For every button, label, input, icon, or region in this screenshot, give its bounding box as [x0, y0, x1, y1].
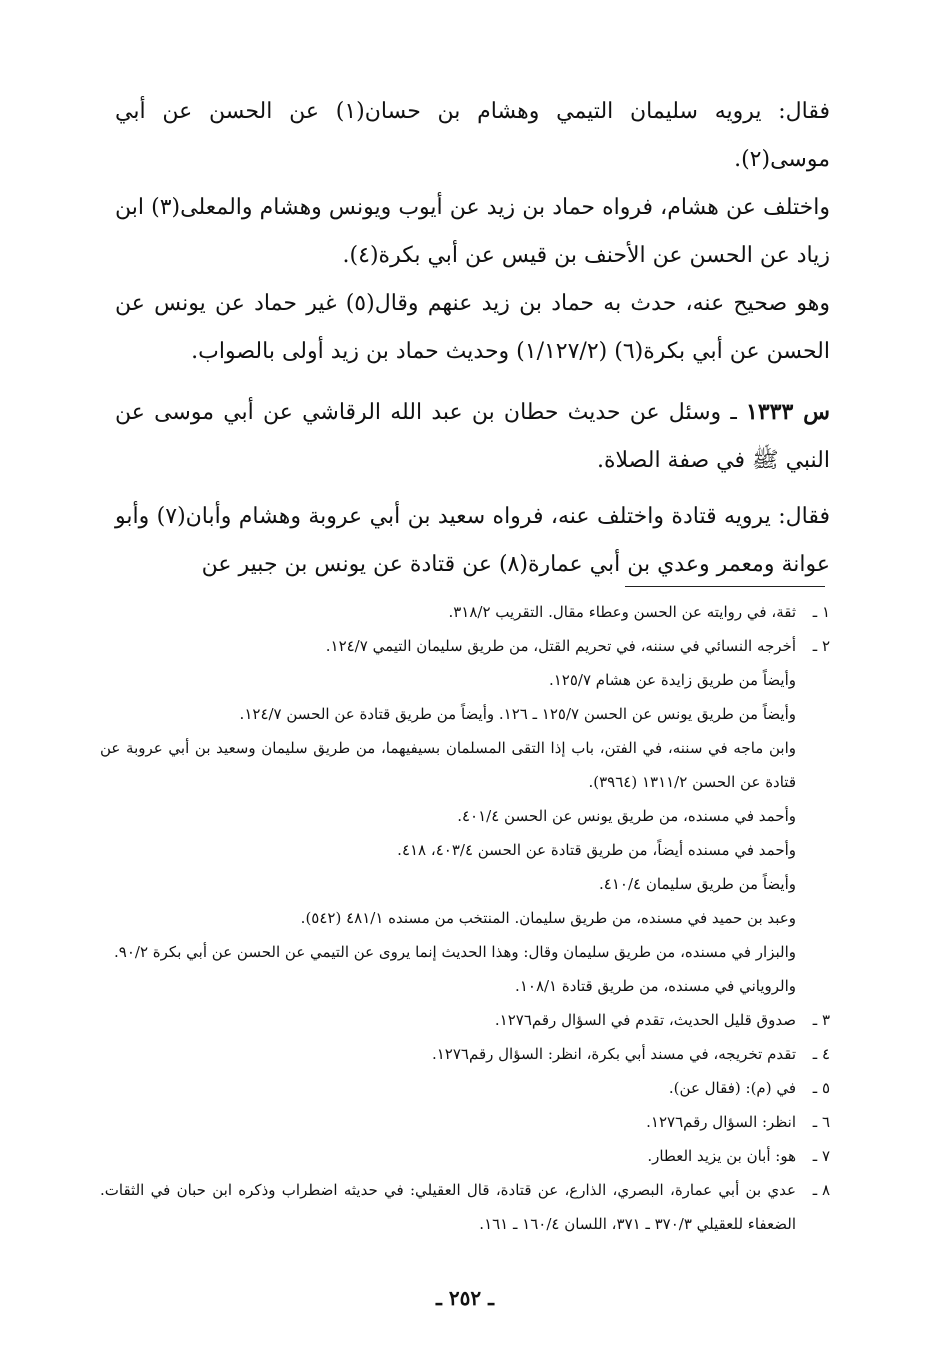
footnote-line: [100, 901, 830, 935]
footnote-line: [100, 935, 830, 969]
paragraph-1: فقال: يرويه سليمان التيمي وهشام بن حسان(١) عن الحسن عن أبي موسى(٢).: [115, 99, 831, 172]
footnote-number: ٥ ـ: [812, 1079, 830, 1097]
question-number: س ١٣٣٣: [746, 399, 830, 425]
footnote-line: [100, 1139, 830, 1173]
footnote-number: [796, 969, 830, 1003]
footnote-number: ٦ ـ: [812, 1113, 830, 1131]
footnote-number: [796, 731, 830, 799]
footnote-number: [796, 833, 830, 867]
footnote-number: [796, 901, 830, 935]
page-number: ـ ٢٥٢ ـ: [436, 1286, 494, 1310]
footnote-text: وأحمد في مسنده أيضاً، من طريق قتادة عن الحسن ٤٠٣/٤، ٤١٨.: [397, 841, 796, 859]
footnote-number: [796, 935, 830, 969]
footnote-text: هو: أبان بن يزيد العطار.: [647, 1147, 796, 1165]
question-text: ـ وسئل عن حديث حطان بن عبد الله الرقاشي عن أبي موسى عن النبي ﷺ في صفة الصلاة.: [115, 400, 830, 473]
footnote-line: [100, 731, 830, 799]
footnote-line: [100, 799, 830, 833]
footnote-line: [100, 1105, 830, 1139]
footnote-number: ٧ ـ: [812, 1147, 830, 1165]
footnote-text: تقدم تخريجه، في مسند أبي بكرة، انظر: السؤال رقم١٢٧٦.: [431, 1045, 796, 1063]
footnote-number: ٣ ـ: [812, 1011, 830, 1029]
footnote-line: [100, 1037, 830, 1071]
footnote-text: صدوق قليل الحديث، تقدم في السؤال رقم١٢٧٦.: [494, 1011, 796, 1029]
footnote-line: [100, 969, 830, 1003]
paragraph-2: واختلف عن هشام، فرواه حماد بن زيد عن أيوب ويونس وهشام والمعلى(٣) ابن زياد عن الحسن عن الأحنف بن قيس عن أبي بكرة(٤).: [115, 195, 830, 268]
footnote-line: [100, 629, 830, 663]
footnote-text: في (م): (فقال عن).: [668, 1079, 796, 1097]
paragraph-3: وهو صحيح عنه، حدث به حماد بن زيد عنهم وقال(٥) غير حماد عن يونس عن الحسن عن أبي بكرة(٦) (١/١٢٧/٢) وحديث حماد بن زيد أولى بالصواب.: [115, 291, 830, 364]
main-text: [115, 88, 830, 589]
paragraph-5: فقال: يرويه قتادة واختلف عنه، فرواه سعيد بن أبي عروبة وهشام وأبان(٧) وأبو عوانة ومعمر وعدي بن أبي عمارة(٨) عن قتادة عن يونس بن جبير عن: [115, 504, 830, 577]
footnote-line: [100, 697, 830, 731]
footnote-text: وأحمد في مسنده، من طريق يونس عن الحسن ٤٠١/٤.: [457, 807, 796, 825]
footnote-number: ١ ـ: [812, 603, 830, 621]
footnote-line: [100, 663, 830, 697]
footnote-text: انظر: السؤال رقم١٢٧٦.: [646, 1113, 796, 1131]
footnote-number: [796, 697, 830, 731]
footnote-text: وابن ماجه في سننه، في الفتن، باب إذا التقى المسلمان بسيفيهما، من طريق سليمان وسعيد بن أبي عروبة عن قتادة عن الحسن ١٣١١/٢ (٣٩٦٤).: [100, 739, 796, 791]
footnote-line: [100, 833, 830, 867]
footnote-text: والروياني في مسنده، من طريق قتادة ١٠٨/١.: [515, 977, 796, 995]
footnote-number: ٤ ـ: [812, 1045, 830, 1063]
footnote-text: والبزار في مسنده، من طريق سليمان وقال: وهذا الحديث إنما يروى عن التيمي عن الحسن عن أبي بكرة ٩٠/٢.: [114, 943, 796, 961]
footnote-text: وأيضاً من طريق يونس عن الحسن ١٢٥/٧ ـ ١٢٦. وأيضاً من طريق قتادة عن الحسن ١٢٤/٧.: [239, 705, 796, 723]
question-paragraph: [115, 388, 830, 485]
footnote-text: وعبد بن حميد في مسنده، من طريق سليمان. المنتخب من مسنده ٤٨١/١ (٥٤٢).: [300, 909, 796, 927]
footnote-line: [100, 595, 830, 629]
footnotes: [100, 595, 830, 1241]
footnote-number: ٨ ـ: [812, 1181, 830, 1199]
footnote-text: وأيضاً من طريق زايدة عن هشام ١٢٥/٧.: [548, 671, 796, 689]
footnote-line: [100, 867, 830, 901]
footnote-number: [796, 799, 830, 833]
footnote-text: وأيضاً من طريق سليمان ٤١٠/٤.: [599, 875, 796, 893]
footnote-number: [796, 663, 830, 697]
footnote-line: [100, 1003, 830, 1037]
footnote-line: [100, 1173, 830, 1241]
footnote-text: عدي بن أبي عمارة، البصري، الذارع، عن قتادة، قال العقيلي: في حديثه اضطراب وذكره ابن حبان في الثقات. الضعفاء للعقيلي ٣٧٠/٣ ـ ٣٧١، اللسان ١٦٠/٤ ـ ١٦١.: [100, 1181, 796, 1233]
footnote-line: [100, 1071, 830, 1105]
footnote-number: ٢ ـ: [812, 637, 830, 655]
footnote-separator: [625, 586, 825, 587]
footnote-number: [796, 867, 830, 901]
footnote-text: أخرجه النسائي في سننه، في تحريم القتل، من طريق سليمان التيمي ١٢٤/٧.: [325, 637, 796, 655]
footnote-text: ثقة، في روايته عن الحسن وعطاء مقال. التقريب ٣١٨/٢.: [448, 603, 796, 621]
